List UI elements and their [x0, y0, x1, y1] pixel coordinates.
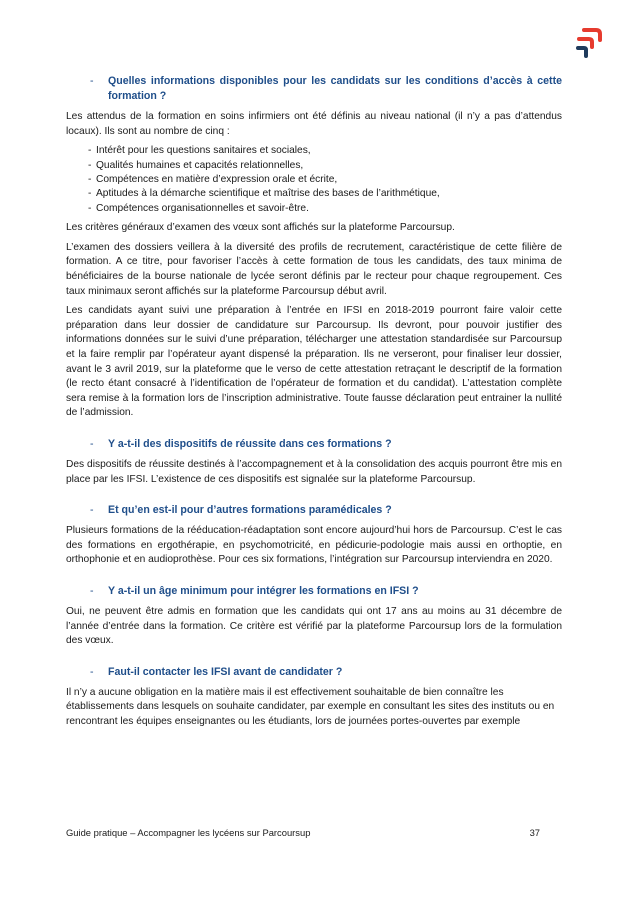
page-footer: [66, 827, 540, 838]
list-item: - Aptitudes à la démarche scientifique et maîtrise des bases de l’arithmétique,: [88, 188, 440, 200]
paragraph: Oui, ne peuvent être admis en formation que les candidats qui ont 17 ans au moins au 31 décembre de l’année d’entrée dans la formation. Ce critère est vérifié par la plateforme Parcoursup lors de la formulation des vœux.: [66, 605, 562, 647]
dash-marker: -: [90, 75, 94, 87]
list-item: - Intérêt pour les questions sanitaires et sociales,: [88, 145, 311, 157]
page-number: 37: [529, 827, 540, 838]
section-question: - Y a-t-il un âge minimum pour intégrer les formations en IFSI ?: [90, 584, 419, 597]
paragraph: L’examen des dossiers veillera à la diversité des profils de recrutement, caractéristique de cette filière de formation. A ce titre, pour favoriser l’accès à cette formation de tous les candidats, des taux minima de bénéficiaires de la bourse nationale de lycée seront définis par le recteur pour chaque regroupement. Ces taux minimaux seront affichés sur la plateforme Parcoursup début avril.: [66, 241, 562, 297]
criteria-list: [66, 144, 562, 216]
section-question: - Et qu’en est-il pour d’autres formations paramédicales ?: [90, 504, 392, 517]
dash-marker: -: [90, 665, 94, 678]
footer-title: Guide pratique – Accompagner les lycéens sur Parcoursup: [66, 827, 311, 838]
paragraph: Il n’y a aucune obligation en la matière mais il est effectivement souhaitable de bien connaître les établissements dans lesquels on souhaite candidater, par exemple en consultant les sites des instituts ou en rencontrant les équipes enseignantes ou les étudiants, lors de journées portes-ouvertes par exemple: [66, 686, 555, 727]
section-question: - Quelles informations disponibles pour les candidats sur les conditions d’accès à cette formation ?: [90, 75, 562, 102]
paragraph: Les critères généraux d’examen des vœux sont affichés sur la plateforme Parcoursup.: [66, 222, 455, 234]
paragraph: Des dispositifs de réussite destinés à l’accompagnement et à la consolidation des acquis pourront être mis en place par les IFSI. L’existence de ces dispositifs est signalée sur la plateforme Parcoursup.: [66, 458, 562, 485]
dash-marker: -: [90, 437, 94, 450]
brand-arrows-icon: [574, 26, 608, 60]
list-item: - Compétences en matière d’expression orale et écrite,: [88, 174, 338, 185]
paragraph: Les candidats ayant suivi une préparation à l’entrée en IFSI en 2018-2019 pourront faire valoir cette préparation dans leur dossier de candidature sur Parcoursup. Ils devront, pour pouvoir justifier des informations données sur le suivi d’une préparation, télécharger une attestation standardisée sur Parcoursup et la faire remplir par l’opérateur ayant dispensé la préparation. Ils ne verseront, pour finaliser leur dossier, avant le 3 avril 2019, sur la plateforme que le verso de cette attestation retraçant le descriptif de la formation (le recto étant consacré à l’identification de l’opérateur de formation et du candidat). L’attestation complète sera remise à la formation lors de l’inscription administrative. Toute fausse déclaration peut entrainer la nullité de l’admission.: [66, 305, 562, 419]
list-item: - Compétences organisationnelles et savoir-être.: [88, 202, 309, 214]
main-content: [66, 74, 562, 734]
paragraph: Les attendus de la formation en soins infirmiers ont été définis au niveau national (il n’y a pas d’attendus locaux). Ils sont au nombre de cinq :: [66, 111, 562, 137]
section-question: - Faut-il contacter les IFSI avant de candidater ?: [90, 665, 343, 678]
section-question: - Y a-t-il des dispositifs de réussite dans ces formations ?: [90, 437, 392, 450]
list-item: - Qualités humaines et capacités relationnelles,: [88, 159, 304, 171]
paragraph: Plusieurs formations de la rééducation-réadaptation sont encore aujourd’hui hors de Parcoursup. C’est le cas des formations en ergothérapie, en psychomotricité, en pédicurie-podologie mais aussi en orthoptie, en orthophonie et en audioprothèse. Pour ces six formations, l’intégration sur Parcoursup interviendra en 2020.: [66, 525, 562, 566]
dash-marker: -: [90, 504, 94, 517]
dash-marker: -: [90, 584, 94, 597]
